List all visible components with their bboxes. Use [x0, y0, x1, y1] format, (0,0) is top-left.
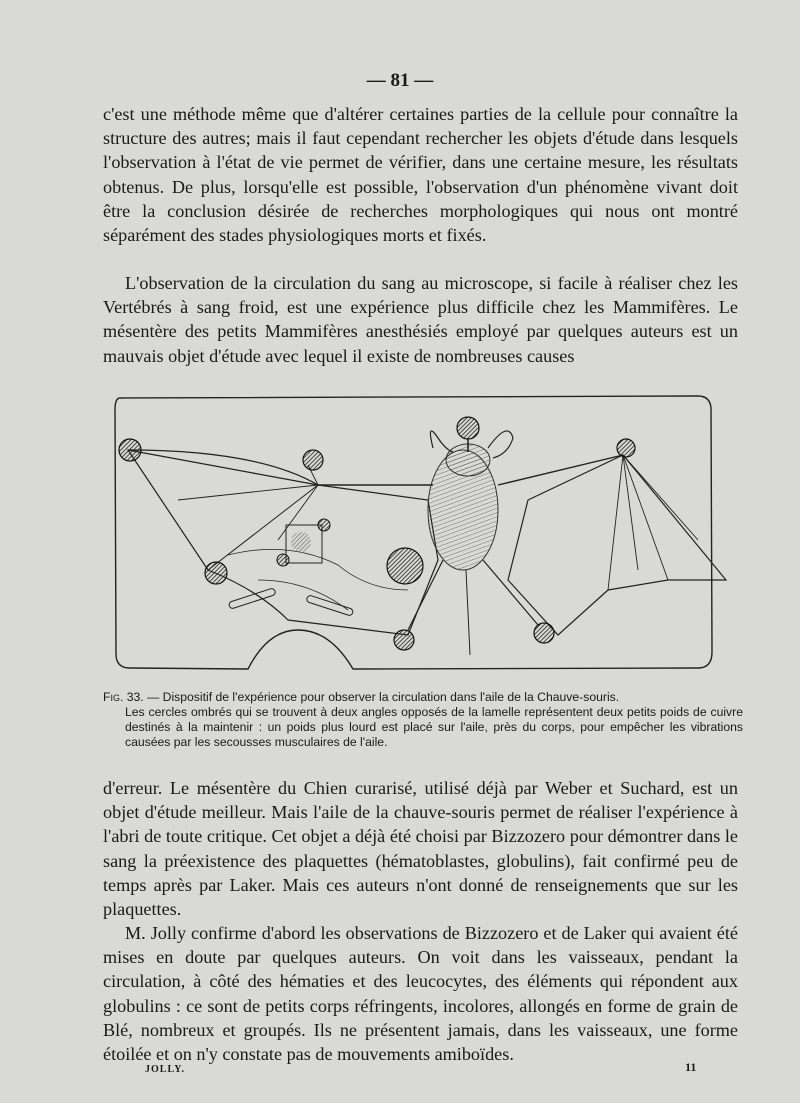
paragraph-4: M. Jolly confirme d'abord les observations de Bizzozero et de Laker qui avaient été mises en doute par quelques auteurs. On voit dans les vaisseaux, pendant la circulation, à côté des hématies et des leucocytes, des éléments qui répondent aux globulins : ce sont de petits corps réfringents, incolores, allongés en forme de grain de Blé, nombreux et groupés. Ils ne présentent jamais, dans les vaisseaux, une forme étoilée et on n'y constate pas de mouvements amiboïdes.: [103, 923, 738, 1065]
figure-caption: [103, 690, 743, 750]
caption-rest: Les cercles ombrés qui se trouvent à deux angles opposés de la lamelle représentent deux petits poids de cuivre destinés à la maintenir : un poids plus lourd est placé sur l'aile, près du corps, pour empêcher les vibrations causées par les secousses musculaires de l'aile.: [125, 705, 743, 749]
weight-circle: [303, 450, 323, 470]
weight-circle: [119, 439, 141, 461]
paragraph-2: L'observation de la circulation du sang au microscope, si facile à réaliser chez les Vertébrés à sang froid, est une expérience plus difficile chez les Mammifères. Le mésentère des petits Mammifères anesthésiés employé par quelques auteurs est un mauvais objet d'étude avec lequel il existe de nombreuses causes: [103, 273, 738, 366]
weight-circle: [457, 417, 479, 439]
paragraph-3: d'erreur. Le mésentère du Chien curarisé, utilisé déjà par Weber et Suchard, est un objet d'étude meilleur. Mais l'aile de la chauve-souris permet de réaliser l'expérience à l'abri de toute critique. Cet objet a déjà été choisi par Bizzozero pour démontrer dans le sang la préexistence des plaquettes (hématoblastes, globulins), fait confirmé peu de temps après par Laker. Mais ces auteurs n'ont donné de renseignements que sur les plaquettes.: [103, 778, 738, 920]
bat-ear-right: [488, 431, 513, 458]
weight-heavy: [387, 548, 423, 584]
weight-circle: [617, 439, 635, 457]
weight-circle: [534, 623, 554, 643]
right-wing: [508, 455, 726, 635]
footer-author: JOLLY.: [145, 1064, 186, 1075]
paragraph-1: c'est une méthode même que d'altérer certaines parties de la cellule pour connaître la structure des autres; mais il faut cependant rechercher les objets d'étude dans lesquels l'observation à l'état de vie permet de vérifier, dans une certaine mesure, les résultats obtenus. De plus, lorsqu'elle est possible, l'observation d'un phénomène vivant doit être la conclusion désirée de recherches morphologiques qui nous ont montré séparément des stades physiologiques morts et fixés.: [103, 104, 738, 246]
weight-circle: [205, 562, 227, 584]
figure-label: Fig. 33.: [103, 690, 144, 704]
figure-bat-wing-apparatus: [108, 390, 738, 680]
bat-illustration: [108, 390, 738, 680]
page-number: — 81 —: [366, 70, 434, 91]
bat-ear-left: [430, 431, 453, 452]
weight-circle: [277, 554, 289, 566]
footer-signature-number: 11: [685, 1060, 697, 1074]
weight-circle: [318, 519, 330, 531]
left-wing: [128, 450, 438, 635]
glass-rod: [228, 588, 276, 609]
caption-first-line: — Dispositif de l'expérience pour observer la circulation dans l'aile de la Chauve-souris.: [147, 690, 620, 704]
glass-slide-outline: [115, 396, 712, 669]
weight-circle: [394, 630, 414, 650]
